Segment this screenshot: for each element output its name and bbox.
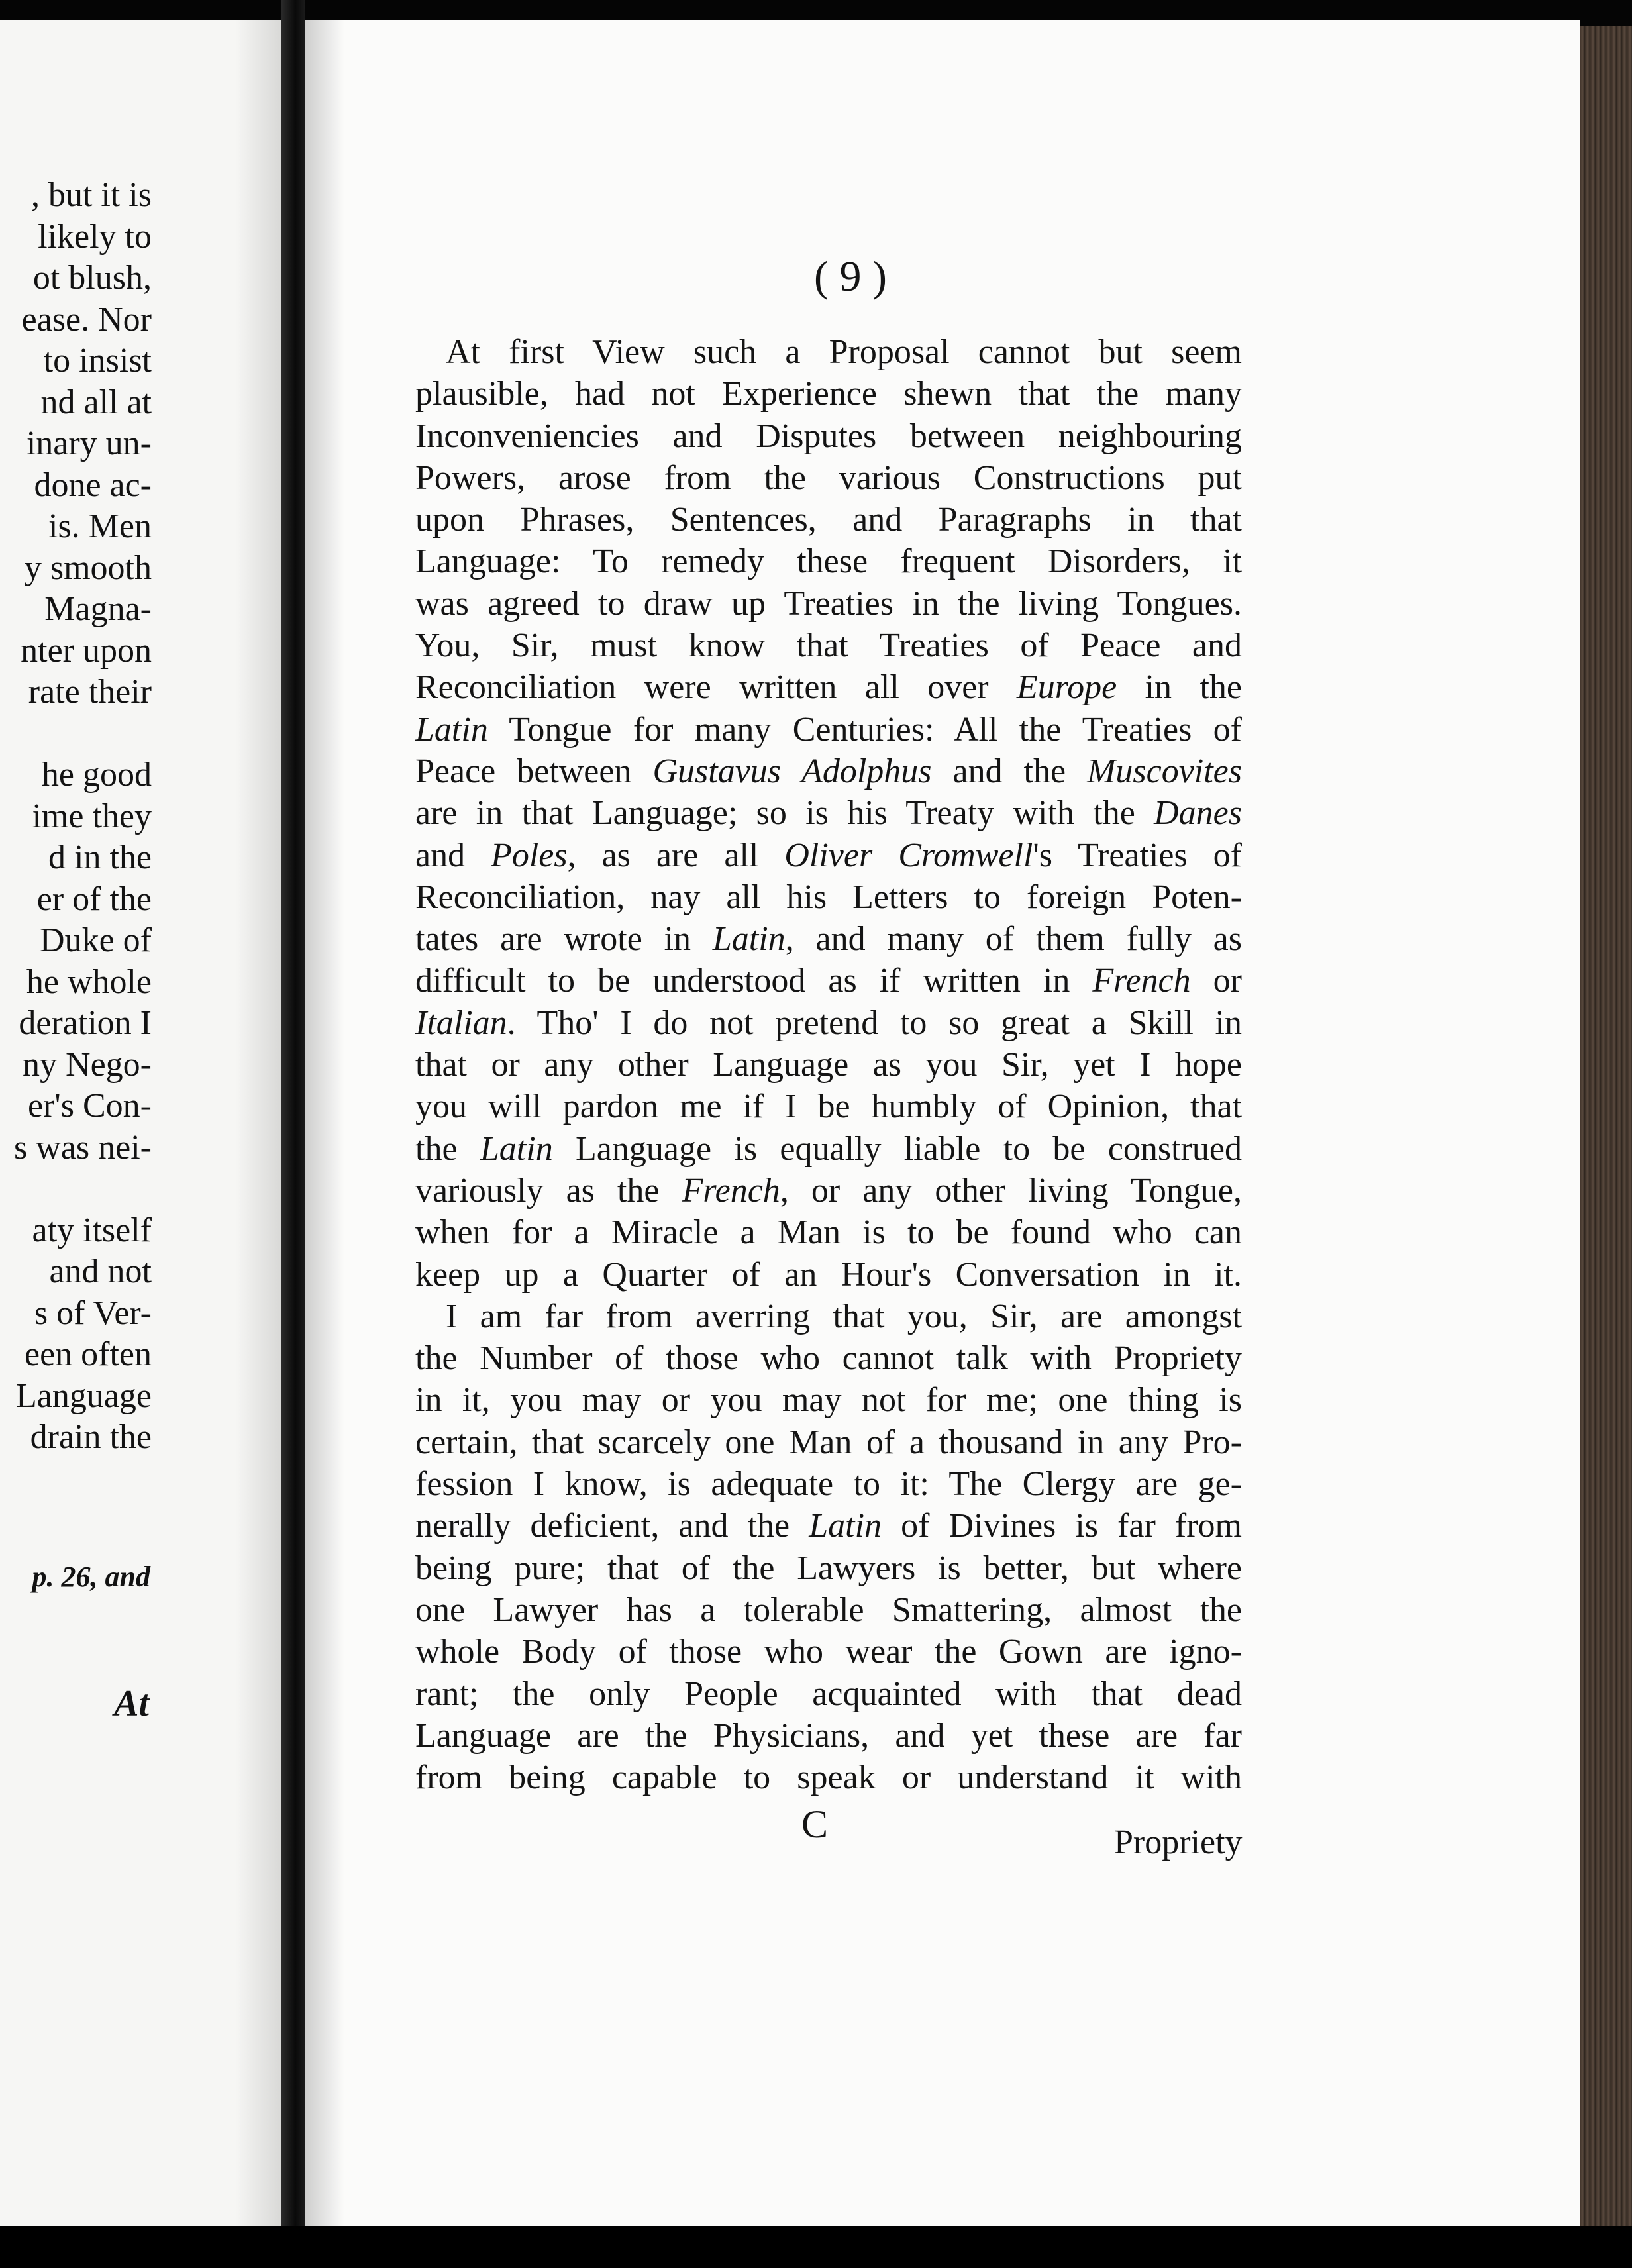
- scan-border: [0, 2226, 1632, 2268]
- left-text-line: y smooth: [24, 548, 152, 587]
- left-text-line: d in the: [48, 839, 152, 876]
- left-text-line: inary un-: [26, 425, 152, 462]
- text-line: one Lawyer has a tolerable Smattering, almost the: [415, 1590, 1242, 1629]
- left-text-line: he whole: [26, 962, 152, 1001]
- page-body-text: [415, 331, 1242, 1798]
- left-text-line: ny Nego-: [23, 1045, 152, 1084]
- text-line: rant; the only People acquainted with that dead: [415, 1675, 1242, 1713]
- text-line: in it, you may or you may not for me; one thing is: [415, 1381, 1242, 1419]
- text-line: Italian. Tho' I do not pretend to so great a Skill in: [415, 1004, 1242, 1042]
- signature-mark: C: [801, 1802, 829, 1846]
- text-line: that or any other Language as you Sir, yet I hope: [415, 1046, 1242, 1084]
- page-number: ( 9 ): [814, 252, 887, 301]
- text-line: Language: To remedy these frequent Disorders, it: [415, 542, 1242, 581]
- left-footnote: p. 26, and: [32, 1561, 150, 1593]
- text-line: being pure; that of the Lawyers is better, but where: [415, 1549, 1242, 1587]
- left-text-line: rate their: [28, 673, 152, 711]
- left-text-line: een often: [24, 1335, 152, 1373]
- left-text-line: ime they: [32, 797, 152, 835]
- text-line: variously as the French, or any other living Tongue,: [415, 1171, 1242, 1210]
- text-line: tates are wrote in Latin, and many of them fully as: [415, 920, 1242, 958]
- left-catchword: At: [114, 1683, 149, 1724]
- text-line: Reconciliation, nay all his Letters to foreign Poten-: [415, 878, 1242, 916]
- text-line: from being capable to speak or understand it with: [415, 1759, 1242, 1797]
- text-line: At first View such a Proposal cannot but seem: [446, 333, 1242, 371]
- text-line: and Poles, as are all Oliver Cromwell's Treaties of: [415, 836, 1242, 874]
- left-text-line: Duke of: [40, 921, 152, 959]
- text-line: plausible, had not Experience shewn that the many: [415, 375, 1242, 413]
- text-line: Powers, arose from the various Constructions put: [415, 458, 1242, 497]
- page-shadow: [235, 20, 281, 2226]
- text-line: certain, that scarcely one Man of a thousand in any Pro-: [415, 1423, 1242, 1461]
- text-line: are in that Language; so is his Treaty with the Danes: [415, 794, 1242, 833]
- left-text-line: he good: [41, 756, 152, 794]
- text-line: nerally deficient, and the Latin of Divines is far from: [415, 1507, 1242, 1545]
- left-text-line: nd all at: [40, 383, 152, 421]
- left-text-line: to insist: [43, 342, 152, 380]
- left-text-line: done ac-: [34, 466, 152, 504]
- left-facing-page: [0, 20, 281, 2226]
- text-line: upon Phrases, Sentences, and Paragraphs in that: [415, 501, 1242, 539]
- left-text-line: ease. Nor: [21, 300, 152, 338]
- text-line: difficult to be understood as if written in French or: [415, 962, 1242, 1000]
- left-text-line: nter upon: [21, 631, 152, 670]
- text-line: fession I know, is adequate to it: The Clergy are ge-: [415, 1465, 1242, 1504]
- left-text-line: and not: [49, 1253, 152, 1290]
- text-line: I am far from averring that you, Sir, are amongst: [446, 1297, 1242, 1335]
- left-text-line: drain the: [30, 1418, 152, 1456]
- left-text-line: deration I: [19, 1004, 152, 1042]
- left-text-line: , but it is: [30, 176, 152, 214]
- text-line: Inconveniencies and Disputes between neighbouring: [415, 417, 1242, 455]
- text-line: was agreed to draw up Treaties in the living Tongues.: [415, 584, 1242, 623]
- text-line: keep up a Quarter of an Hour's Conversation in it.: [415, 1255, 1242, 1294]
- text-line: when for a Miracle a Man is to be found who can: [415, 1213, 1242, 1252]
- left-text-line: er's Con-: [27, 1087, 152, 1125]
- text-line: Peace between Gustavus Adolphus and the Muscovites: [415, 752, 1242, 790]
- left-text-line: s was nei-: [14, 1128, 152, 1166]
- text-line: the Latin Language is equally liable to be construed: [415, 1129, 1242, 1168]
- text-line: Latin Tongue for many Centuries: All the Treaties of: [415, 710, 1242, 748]
- left-text-line: s of Ver-: [34, 1294, 152, 1332]
- left-text-line: is. Men: [48, 507, 152, 545]
- catchword: Propriety: [1114, 1824, 1243, 1861]
- left-text-line: likely to: [38, 217, 152, 256]
- text-line: whole Body of those who wear the Gown are igno-: [415, 1633, 1242, 1671]
- text-line: Language are the Physicians, and yet these are far: [415, 1716, 1242, 1755]
- left-text-line: aty itself: [32, 1211, 152, 1249]
- book-gutter: [281, 0, 305, 2268]
- page-shadow: [305, 20, 344, 2226]
- left-text-line: Magna-: [44, 590, 152, 628]
- left-text-line: ot blush,: [32, 259, 152, 297]
- page-edges: [1580, 26, 1632, 2232]
- text-line: the Number of those who cannot talk with Propriety: [415, 1339, 1242, 1378]
- left-text-line: Language: [15, 1376, 152, 1415]
- right-main-page: [305, 20, 1580, 2226]
- text-line: you will pardon me if I be humbly of Opinion, that: [415, 1088, 1242, 1126]
- left-text-line: er of the: [36, 880, 152, 918]
- text-line: Reconciliation were written all over Europe in the: [415, 668, 1242, 707]
- text-line: You, Sir, must know that Treaties of Peace and: [415, 627, 1242, 665]
